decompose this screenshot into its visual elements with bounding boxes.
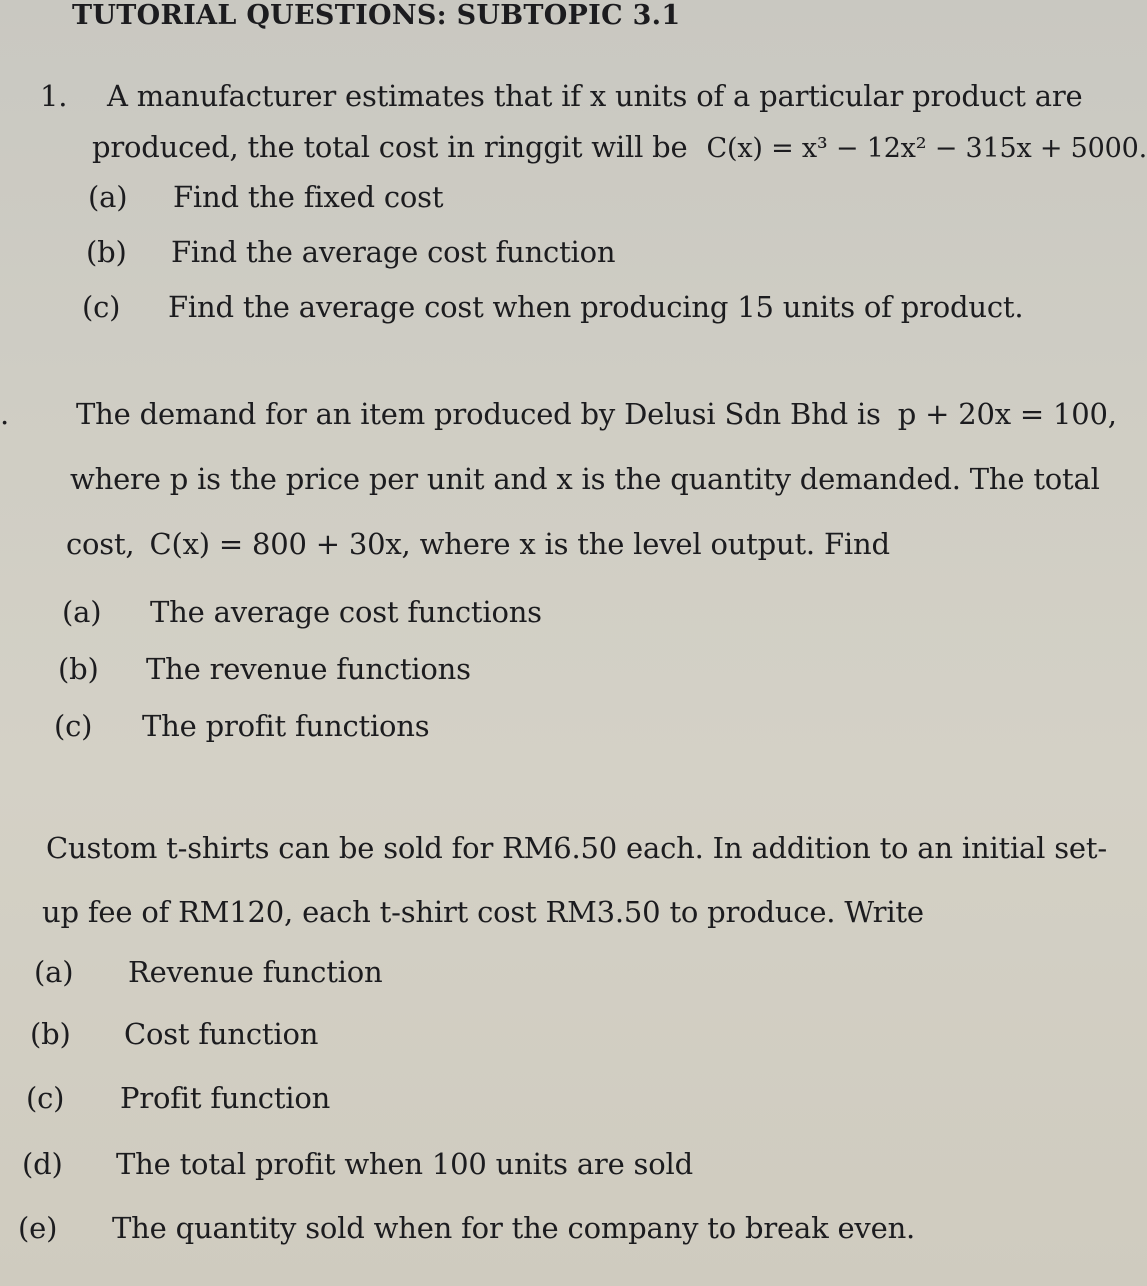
q3-part-d-text: The total profit when 100 units are sold [116,1147,693,1181]
q3-intro-line-2: up fee of RM120, each t-shirt cost RM3.50 to produce. Write [42,895,924,929]
q1-part-c-text: Find the average cost when producing 15 units of product. [168,290,1024,324]
q3-part-c-label: (c) [26,1081,65,1115]
q2-intro-line-3-end: where x is the level output. Find [419,527,890,561]
q1-number: 1. [40,79,68,113]
q3-part-c [26,1081,331,1115]
q1-part-a-label: (a) [88,180,128,214]
q2-intro-line-2: where p is the price per unit and x is the quantity demanded. The total [70,462,1100,496]
q3-part-b-label: (b) [30,1017,71,1051]
q1-intro-line-2: produced, the total cost in ringgit will be [92,130,688,164]
q2-part-b [58,652,471,686]
q1-line-1 [40,79,1083,113]
q1-part-c [82,290,1024,324]
q1-cost-equation: C(x) = x³ − 12x² − 315x + 5000. [706,133,1147,164]
q1-part-b-label: (b) [86,235,127,269]
q3-part-e [18,1211,916,1245]
q2-number: . [0,397,10,431]
q1-part-b-text: Find the average cost function [171,235,616,269]
q2-part-a [62,595,542,629]
q2-part-c-label: (c) [54,709,93,743]
q3-part-a-label: (a) [34,955,74,989]
q2-part-a-label: (a) [62,595,102,629]
q2-part-b-text: The revenue functions [146,652,471,686]
q3-part-b [30,1017,319,1051]
q2-part-a-text: The average cost functions [150,595,542,629]
q2-part-c-text: The profit functions [142,709,430,743]
q3-part-d [22,1147,693,1181]
q2-line-1 [0,397,1117,431]
q3-part-a-text: Revenue function [128,955,383,989]
q2-part-c [54,709,430,743]
q3-part-e-text: The quantity sold when for the company to break even. [112,1211,916,1245]
q2-intro-line-1: The demand for an item produced by Delusi Sdn Bhd is [76,397,881,431]
page-title: TUTORIAL QUESTIONS: SUBTOPIC 3.1 [72,0,681,31]
q1-part-a [88,180,444,214]
q2-demand-equation: p + 20x = 100, [897,397,1117,431]
q1-part-b [86,235,616,269]
q3-part-b-text: Cost function [124,1017,319,1051]
q2-cost-equation: C(x) = 800 + 30x, [149,527,411,561]
q2-cost-label: cost, [66,527,135,561]
q3-part-e-label: (e) [18,1211,58,1245]
q1-part-a-text: Find the fixed cost [173,180,444,214]
q1-intro-line-1: A manufacturer estimates that if x units of a particular product are [107,79,1083,113]
q1-part-c-label: (c) [82,290,121,324]
q3-part-a [34,955,383,989]
q1-line-2 [92,130,1147,164]
q3-part-c-text: Profit function [120,1081,331,1115]
q2-line-3 [66,527,890,561]
q3-part-d-label: (d) [22,1147,63,1181]
q2-part-b-label: (b) [58,652,99,686]
q3-intro-line-1: Custom t-shirts can be sold for RM6.50 each. In addition to an initial set- [46,831,1107,865]
